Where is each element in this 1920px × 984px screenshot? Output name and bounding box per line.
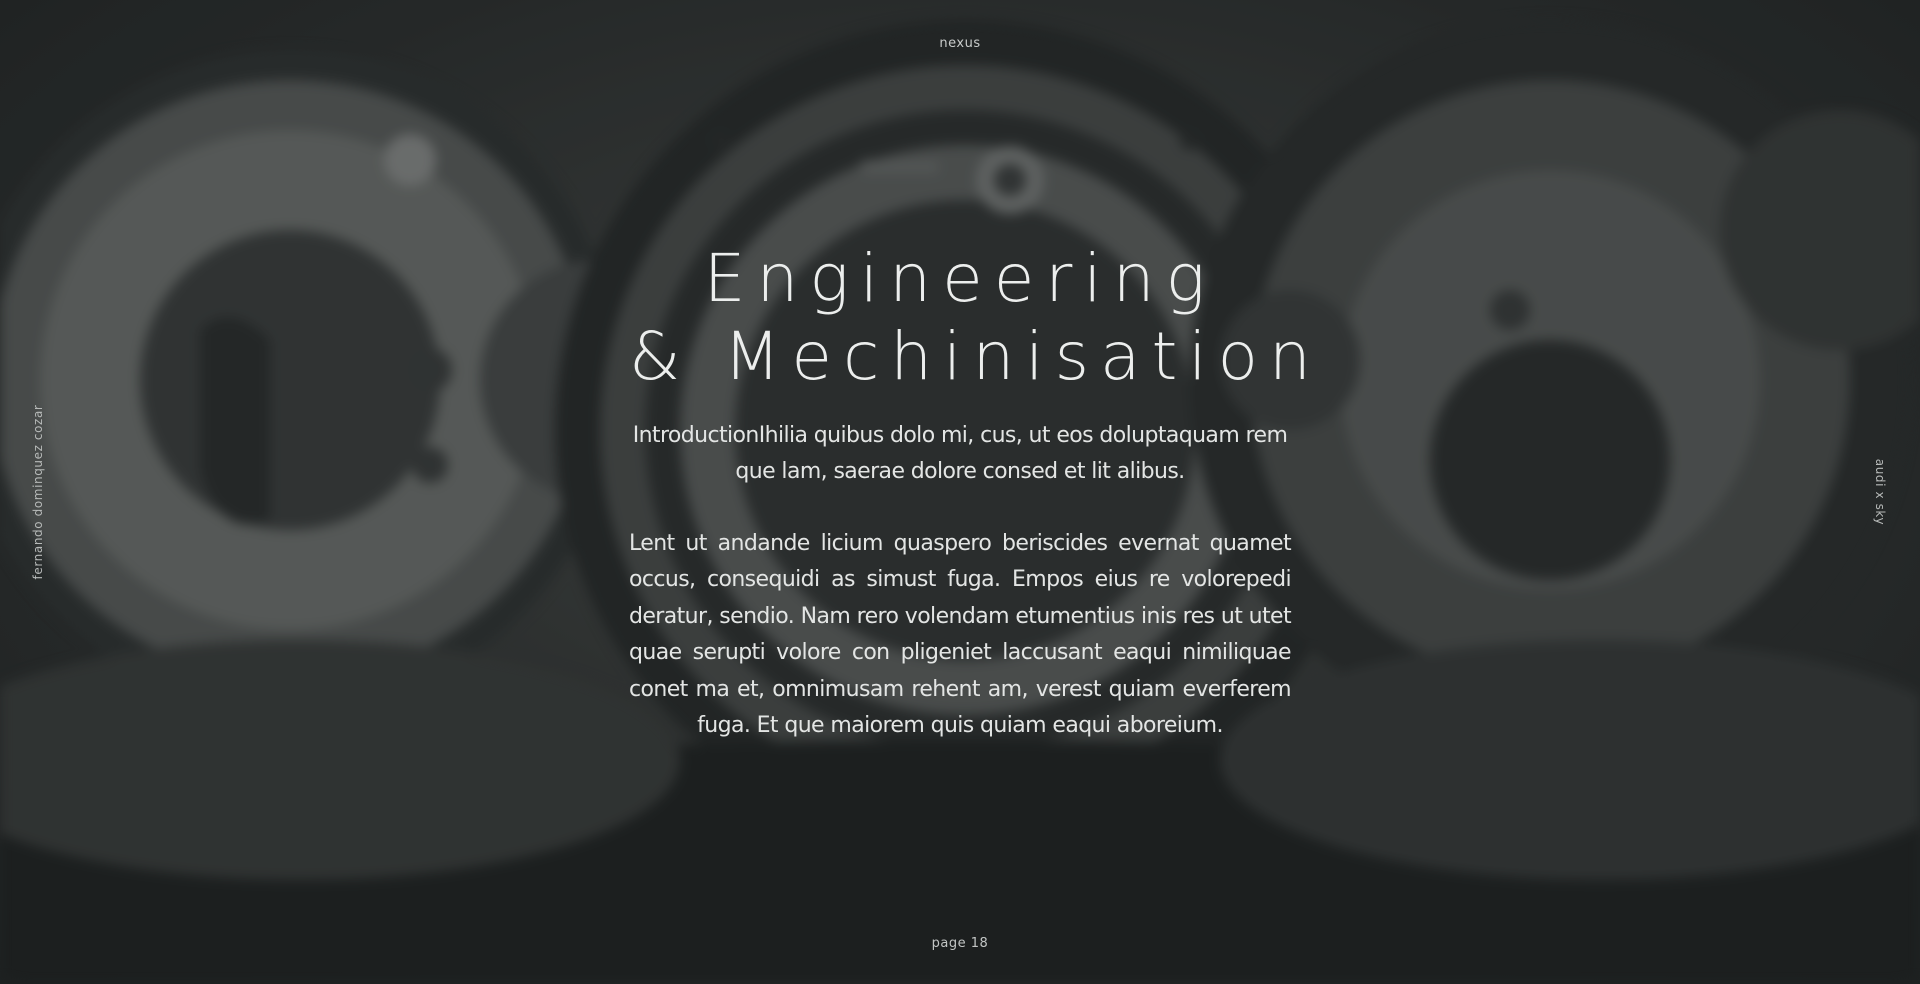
page-title-line-2: & Mechinisation bbox=[629, 318, 1322, 395]
main-content bbox=[629, 240, 1322, 744]
page-number: page 18 bbox=[931, 936, 989, 951]
page-title bbox=[629, 240, 1322, 396]
intro-paragraph: IntroductionIhilia quibus dolo mi, cus, ut eos doluptaquam rem que lam, saerae dolore consed et lit alibus. bbox=[632, 423, 1288, 484]
author-label: fernando dominquez cozar bbox=[31, 404, 45, 580]
body-paragraph: Lent ut andande licium quaspero beriscides evernat quamet occus, consequidi as simust fuga. Empos eius re volorepedi deratur, sendio. Nam rero volendam etumentius inis res ut utet quae serupti volore con pligeniet laccusant eaqui nimiliquae conet ma et, omnimusam rehent am, verest quiam everferem fuga. Et que maiorem quis quiam eaqui aboreium. bbox=[629, 531, 1291, 739]
page-title-line-1: Engineering bbox=[703, 240, 1217, 317]
project-label: audi x sky bbox=[1873, 458, 1887, 526]
brand-label: nexus bbox=[939, 36, 981, 51]
